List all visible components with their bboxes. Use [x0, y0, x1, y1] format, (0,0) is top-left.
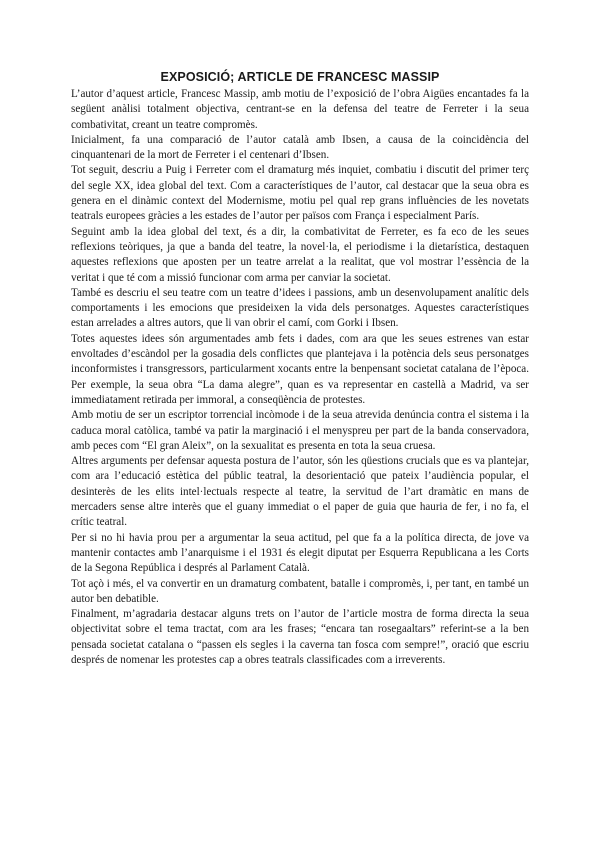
- paragraph-questions-crucials: Altres arguments per defensar aquesta postura de l’autor, són les qüestions crucials que es va plantejar, com ara l’educació estètica del públic teatral, la desorientació que pateix l’audiència popular, el desinterès de les elits intel·lectuals respecte al teatre, la servitud de l’art dramàtic en mans de mercaders sense altre interès que el guany immediat o el paper de guia que hauria de fer, i no fa, el crític teatral.: [71, 455, 529, 529]
- paragraph-reflexions: Seguint amb la idea global del text, és a dir, la combativitat de Ferreter, es fa eco de les seues reflexions teòriques, ja que a banda del teatre, la novel·la, el periodisme i la dietarística, destaquen aquestes reflexions que aposten per un teatre arrelat a la realitat, que vol mostrar l’essència de la veritat i que té com a missió funcionar com arma per canviar la societat.: [71, 225, 529, 284]
- paragraph-modernisme: Tot seguit, descriu a Puig i Ferreter com el dramaturg més inquiet, combatiu i discutit del primer terç del segle XX, idea global del text. Com a característiques de l’autor, cal destacar que la seua obra es genera en el dinàmic context del Modernisme, motiu pel qual rep grans influències de les novetats teatrals europees gràcies a les estades de l’autor per països com França i especialment París.: [71, 164, 529, 223]
- paragraph-intro: L’autor d’aquest article, Francesc Massip, amb motiu de l’exposició de l’obra Aigües encantades fa la següent anàlisi totalment objectiva, centrant-se en la defensa del teatre de Ferreter i la seua combativitat, creant un teatre compromès.: [71, 88, 529, 131]
- paragraph-marginacio: Amb motiu de ser un escriptor torrencial incòmode i de la seua atrevida denúncia contra el sistema i la caduca moral catòlica, també va patir la marginació i el menyspreu per part de la banda conservadora, amb peces com “El gran Aleix”, on la sexualitat es presenta en tota la seua cruesa.: [71, 409, 529, 452]
- paragraph-conclusio: Finalment, m’agradaria destacar alguns trets on l’autor de l’article mostra de forma directa la seua objectivitat sobre el tema tractat, com ara les frases; “encara tan rosegaaltars” referint-se a la ben pensada societat catalana o “passen els segles i la caverna tan fosca com sempre!”, oració que escriu després de nomenar les protestes cap a obres teatrals classificades com a irreverents.: [71, 608, 529, 666]
- paragraph-dramaturg-combatent: Tot açò i més, el va convertir en un dramaturg combatent, batalle i compromès, i, per tant, en també un autor ben debatible.: [71, 577, 529, 605]
- paragraph-teatre-idees: També es descriu el seu teatre com un teatre d’idees i passions, amb un desenvolupament analític dels comportaments i les emocions que presideixen la vida dels personatges. Aquestes característiques estan arrelades a altres autors, que li van obrir el camí, com Gorki i Ibsen.: [71, 286, 529, 330]
- paragraph-ibsen-comparison: Inicialment, fa una comparació de l’autor català amb Ibsen, a causa de la coincidència del cinquantenari de la mort de Ferreter i el centenari d’Ibsen.: [71, 133, 529, 162]
- paragraph-escandol: Totes aquestes idees són argumentades amb fets i dades, com ara que les seues estrenes van estar envoltades d’escàndol per la gosadia dels conflictes que plantejava i la potència dels seus personatges inconformistes i transgressors, particularment xocants entre la benpensant societat catalana de l’època. Per exemple, la seua obra “La dama alegre”, quan es va representar en castellà a Madrid, va ser immediatament retirada per immoral, a conseqüència de protestes.: [71, 332, 529, 406]
- document-title: EXPOSICIÓ; ARTICLE DE FRANCESC MASSIP: [160, 70, 440, 84]
- paragraph-politica: Per si no hi havia prou per a argumentar la seua actitud, pel que fa a la política directa, de jove va mantenir contactes amb l’anarquisme i el 1931 és elegit diputat per Esquerra Republicana a les Corts de la Segona República i després al Parlament Català.: [71, 531, 529, 575]
- document-page: [71, 70, 529, 668]
